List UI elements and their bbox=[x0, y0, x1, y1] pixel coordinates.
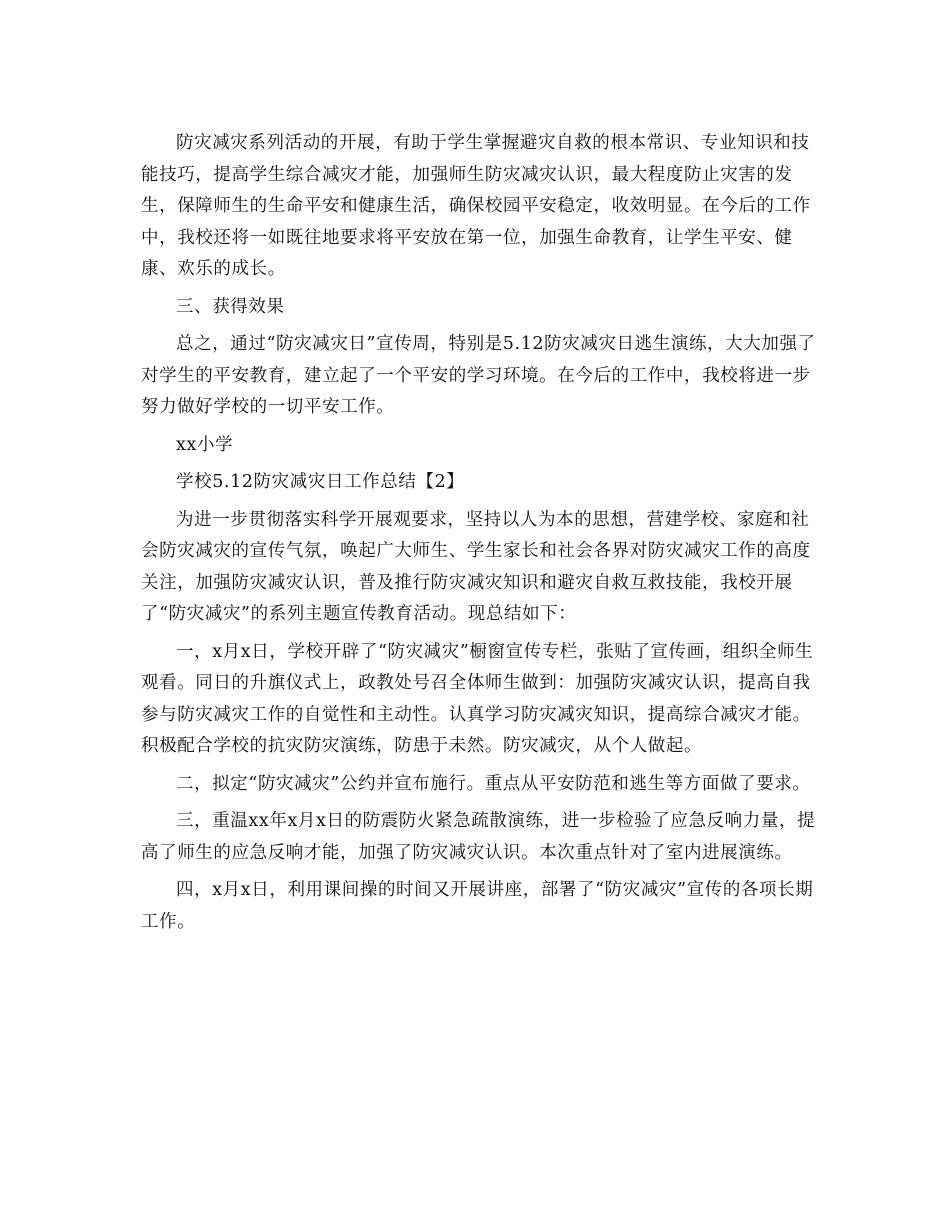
paragraph-item-1: 一，x月x日，学校开辟了“防灾减灾”橱窗宣传专栏，张贴了宣传画，组织全师生观看。同日的升旗仪式上，政教处号召全体师生做到：加强防灾减灾认识，提高自我参与防灾减灾工作的自觉性和主动性。认真学习防灾减灾知识，提高综合减灾才能。积极配合学校的抗灾防灾演练，防患于未然。防灾减灾，从个人做起。 bbox=[141, 641, 814, 756]
section-heading-results: 三、获得效果 bbox=[176, 296, 285, 317]
signature-school: xx小学 bbox=[176, 434, 234, 455]
paragraph-item-4: 四，x月x日，利用课间操的时间又开展讲座，部署了“防灾减灾”宣传的各项长期工作。 bbox=[141, 880, 814, 932]
document-body bbox=[141, 128, 821, 938]
paragraph-summary-benefits: 防灾减灾系列活动的开展，有助于学生掌握避灾自救的根本常识、专业知识和技能技巧，提高学生综合减灾才能，加强师生防灾减灾认识，最大程度防止灾害的发生，保障师生的生命平安和健康生活，确保校园平安稳定，收效明显。在今后的工作中，我校还将一如既往地要求将平安放在第一位，加强生命教育，让学生平安、健康、欢乐的成长。 bbox=[141, 133, 811, 279]
paragraph-introduction: 为进一步贯彻落实科学开展观要求，坚持以人为本的思想，营建学校、家庭和社会防灾减灾的宣传气氛，唤起广大师生、学生家长和社会各界对防灾减灾工作的高度关注，加强防灾减灾认识，普及推行防灾减灾知识和避灾自救互救技能，我校开展了“防灾减灾”的系列主题宣传教育活动。现总结如下： bbox=[141, 509, 811, 624]
document-title-2: 学校5.12防灾减灾日工作总结【2】 bbox=[176, 472, 465, 492]
paragraph-item-3: 三，重温xx年x月x日的防震防火紧急疏散演练，进一步检验了应急反响力量，提高了师生的应急反响才能，加强了防灾减灾认识。本次重点针对了室内进展演练。 bbox=[141, 811, 816, 863]
paragraph-item-2: 二，拟定“防灾减灾”公约并宣布施行。重点从平安防范和逃生等方面做了要求。 bbox=[176, 773, 811, 794]
paragraph-conclusion: 总之，通过“防灾减灾日”宣传周，特别是5.12防灾减灾日逃生演练，大大加强了对学生的平安教育，建立起了一个平安的学习环境。在今后的工作中，我校将进一步努力做好学校的一切平安工作。 bbox=[141, 334, 816, 417]
